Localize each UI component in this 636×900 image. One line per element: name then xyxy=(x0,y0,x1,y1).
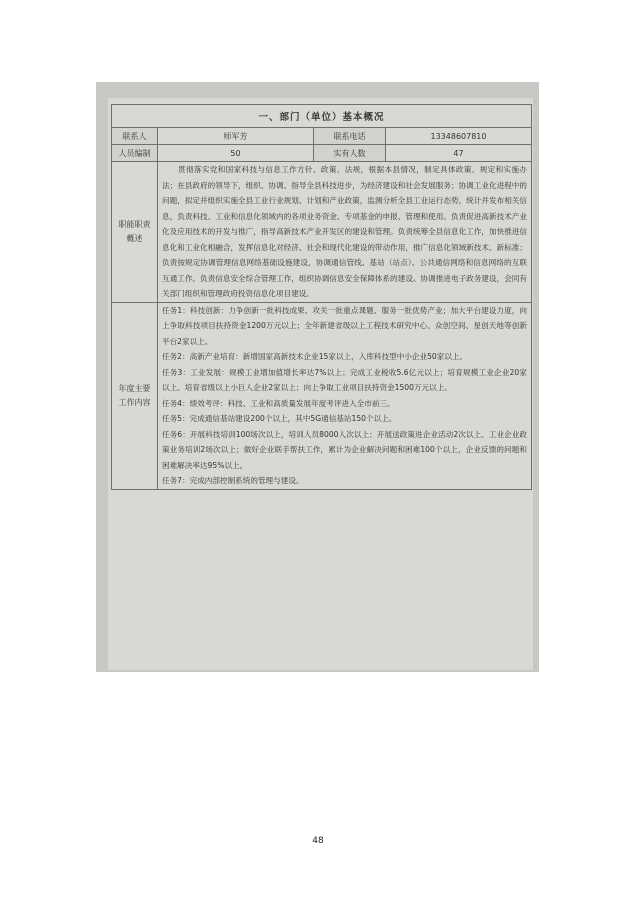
annual-work-label: 年度主要工作内容 xyxy=(112,302,158,489)
staff-label: 人员编制 xyxy=(112,145,158,162)
section-title: 一、部门（单位）基本概况 xyxy=(112,105,532,128)
phone-value: 13348607810 xyxy=(386,128,532,145)
duties-label: 职能职责概述 xyxy=(112,162,158,303)
duties-text xyxy=(158,162,532,303)
contact-row xyxy=(112,128,532,145)
phone-label: 联系电话 xyxy=(314,128,386,145)
task-item: 任务6：开展科技培训100场次以上，培训人员8000人次以上；开展送政策进企业活动2次以上、工业企业政策业务培训2场次以上；做好企业联手帮扶工作，累计为企业解决问题和困难100个以上，企业反馈的问题和困难解决率达95%以上。 xyxy=(162,429,528,470)
task-item: 任务2：高新产业培育：新增国家高新技术企业15家以上，入库科技型中小企业50家以上。 xyxy=(162,352,468,361)
duties-row xyxy=(112,162,532,303)
task-item: 任务4：绩效考评：科技、工业和高质量发展年度考评进入全市前三。 xyxy=(162,398,395,408)
task-item: 任务7：完成内部控制系统的管理与建设。 xyxy=(162,476,304,485)
actual-value: 47 xyxy=(386,145,532,162)
staff-row xyxy=(112,145,532,162)
annual-work-row xyxy=(112,302,532,489)
annual-task-list xyxy=(158,302,532,489)
contact-label: 联系人 xyxy=(112,128,158,145)
page-number: 48 xyxy=(312,836,324,846)
task-item: 任务1：科技创新：力争创新一批科技成果、攻关一批重点课题、服务一批优势产业；加大平台建设力度，向上争取科技项目扶持资金1200万元以上；全年新建省级以上工程技术研究中心、众创空间、星创天地等创新平台2家以上。 xyxy=(162,305,528,346)
duties-paragraph: 贯彻落实党和国家科技与信息工作方针、政策、法规，根据本县情况，制定具体政策、规定和实施办法；在县政府的领导下，组织、协调、指导全县科技进步，为经济建设和社会发展服务；协调工业化进程中的问题，拟定并组织实施全县工业行业规划、计划和产业政策，监测分析全县工业运行态势，统计并发布相关信息，负责科技、工业和信息化领域内的各项业务资金、专项基金的申报、管理和使用。负责促进高新技术产业化及应用技术的开发与推广，指导高新技术产业开发区的建设和管理。负责统筹全县信息化工作，加快推进信息化和工业化相融合，发挥信息化对经济、社会和现代化建设的带动作用，推广信息化领域新技术、新标准；负责按规定协调管理信息网络基础设施建设，协调通信管线、基站（站点）、公共通信网络和信息网络的互联互通工作。负责信息安全综合管理工作，组织协调信息安全保障体系的建设。协调推进电子政务建设，会同有关部门组织和管理政府投资信息化项目建设。 xyxy=(162,165,528,298)
staff-value: 50 xyxy=(158,145,314,162)
actual-label: 实有人数 xyxy=(314,145,386,162)
task-item: 任务5：完成通信基站建设200个以上，其中5G通信基站150个以上。 xyxy=(162,414,397,423)
department-overview-table xyxy=(111,104,532,490)
contact-value: 师军芳 xyxy=(158,128,314,145)
task-item: 任务3：工业发展：规模工业增加值增长率达7%以上；完成工业税收5.6亿元以上；培育规模工业企业20家以上、培育省级以上小巨人企业2家以上；向上争取工业项目扶持资金1500万元以上。 xyxy=(162,367,528,392)
